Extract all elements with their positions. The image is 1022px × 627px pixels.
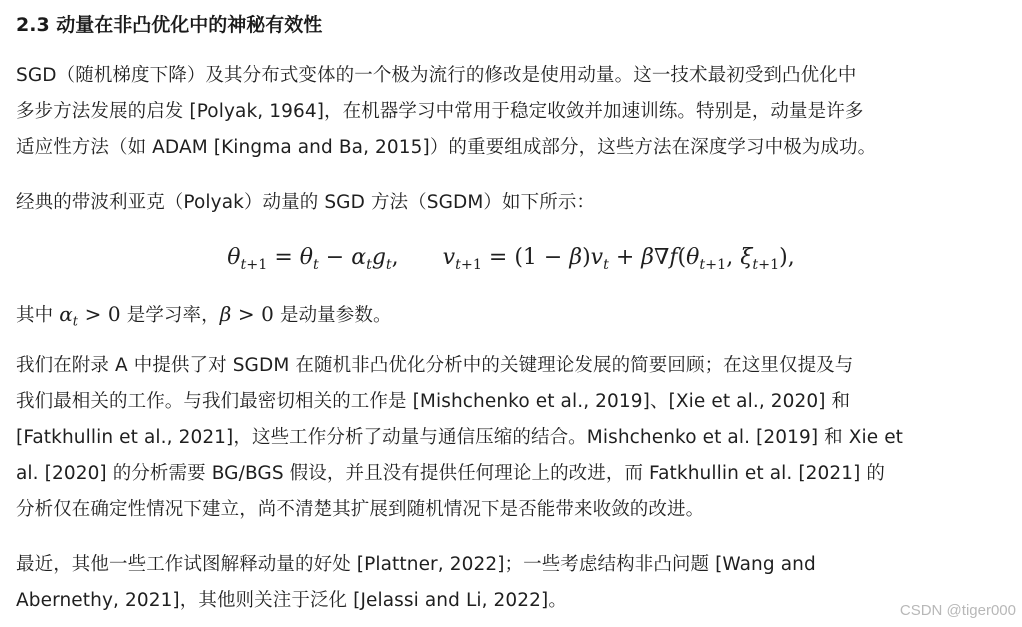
paragraph-line: 经典的带波利亚克（Polyak）动量的 SGD 方法（SGDM）如下所示： [16, 192, 596, 213]
learning-rate-math: $\alpha_t > 0$ [59, 302, 121, 330]
paragraph-parameters [16, 296, 1006, 334]
paragraph-recent-work [16, 547, 1006, 619]
paragraph-sgdm-intro [16, 185, 1006, 221]
paragraph-line: al. [2020] 的分析需要 BG/BGS 假设，并且没有提供任何理论上的改进，而 Fatkhullin et al. [2021] 的 [16, 463, 886, 484]
paragraph-line: 我们最相关的工作。与我们最密切相关的工作是 [Mishchenko et al., 2019]、[Xie et al., 2020] 和 [16, 391, 851, 412]
csdn-watermark: CSDN @tiger000 [899, 602, 1016, 619]
paragraph-line: Abernethy, 2021]，其他则关注于泛化 [Jelassi and Li, 2022]。 [16, 590, 567, 611]
paragraph-line: 适应性方法（如 ADAM [Kingma and Ba, 2015]）的重要组成部分，这些方法在深度学习中极为成功。 [16, 137, 877, 158]
paragraph-line: [Fatkhullin et al., 2021]，这些工作分析了动量与通信压缩的结合。Mishchenko et al. [2019] 和 Xie et [16, 427, 904, 448]
text-segment: 其中 [16, 305, 60, 326]
momentum-param-math: β > 0 [219, 302, 274, 326]
paragraph-line: 我们在附录 A 中提供了对 SGDM 在随机非凸优化分析中的关键理论发展的简要回顾；在这里仅提及与 [16, 355, 854, 376]
text-segment: 是学习率， [120, 305, 220, 326]
paragraph-line: SGD（随机梯度下降）及其分布式变体的一个极为流行的修改是使用动量。这一技术最初受到凸优化中 [16, 65, 857, 86]
sgdm-update-formula: $\theta_{t+1} = \theta_t - \alpha_tg_t$, $v_{t+1} = (1 - \beta)v_t + \beta\nabla f(\theta_{t+1}$, $\xi_{t+1}$), [227, 245, 795, 273]
paragraph-line: 最近，其他一些工作试图解释动量的好处 [Plattner, 2022]；一些考虑结构非凸问题 [Wang and [16, 554, 816, 575]
text-segment: 是动量参数。 [274, 305, 392, 326]
paragraph-momentum-intro [16, 58, 1006, 166]
paragraph-related-work [16, 348, 1006, 528]
paragraph-line: 分析仅在确定性情况下建立，尚不清楚其扩展到随机情况下是否能带来收敛的改进。 [16, 499, 705, 520]
section-title: 2.3 动量在非凸优化中的神秘有效性 [16, 14, 323, 36]
paragraph-line: 多步方法发展的启发 [Polyak, 1964]，在机器学习中常用于稳定收敛并加速训练。特别是，动量是许多 [16, 101, 864, 122]
